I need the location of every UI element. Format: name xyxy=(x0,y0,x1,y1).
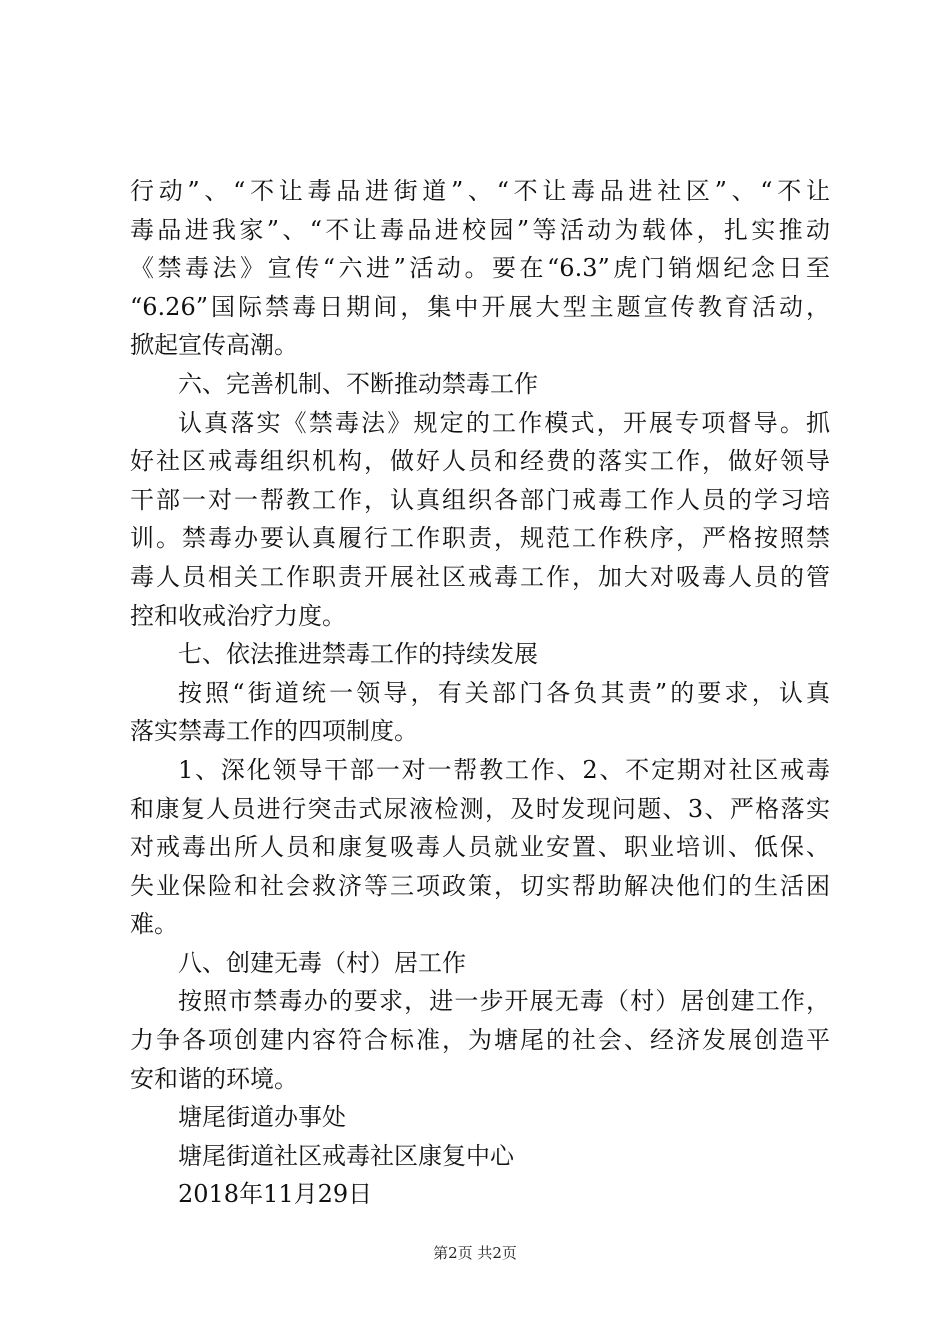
text-line: 七、依法推进禁毒工作的持续发展 xyxy=(178,640,538,669)
text-line: 六、完善机制、不断推动禁毒工作 xyxy=(178,369,538,398)
text-line: 力争各项创建内容符合标准，为塘尾的社会、经济发展创造平 xyxy=(130,1026,830,1055)
text-line: 控和收戒治疗力度。 xyxy=(130,601,346,630)
text-line: 对戒毒出所人员和康复吸毒人员就业安置、职业培训、低保、 xyxy=(130,833,830,862)
text-line: 八、创建无毒（村）居工作 xyxy=(178,948,466,977)
document-body xyxy=(130,172,830,1214)
text-line: 掀起宣传高潮。 xyxy=(130,331,298,360)
text-line: 按照“街道统一领导，有关部门各负其责”的要求，认真 xyxy=(178,678,830,707)
text-line: 毒品进我家”、“不让毒品进校园”等活动为载体，扎实推动 xyxy=(130,215,830,244)
page-footer: 第2页 共2页 xyxy=(433,1244,517,1262)
text-line: 塘尾街道办事处 xyxy=(178,1103,346,1132)
text-line: 《禁毒法》宣传“六进”活动。要在“6.3”虎门销烟纪念日至 xyxy=(130,254,830,283)
text-line: 和康复人员进行突击式尿液检测，及时发现问题、3、严格落实 xyxy=(130,794,830,823)
text-line: 1、深化领导干部一对一帮教工作、2、不定期对社区戒毒 xyxy=(178,755,830,784)
text-line: 落实禁毒工作的四项制度。 xyxy=(130,717,418,746)
text-line: 难。 xyxy=(130,910,178,939)
text-line: “6.26”国际禁毒日期间，集中开展大型主题宣传教育活动， xyxy=(130,292,830,321)
text-line: 毒人员相关工作职责开展社区戒毒工作，加大对吸毒人员的管 xyxy=(130,562,830,591)
text-line: 干部一对一帮教工作，认真组织各部门戒毒工作人员的学习培 xyxy=(130,485,830,514)
text-line: 2018年11月29日 xyxy=(178,1180,373,1209)
text-line: 安和谐的环境。 xyxy=(130,1064,298,1093)
text-line: 失业保险和社会救济等三项政策，切实帮助解决他们的生活困 xyxy=(130,871,830,900)
text-line: 认真落实《禁毒法》规定的工作模式，开展专项督导。抓 xyxy=(178,408,830,437)
text-line: 好社区戒毒组织机构，做好人员和经费的落实工作，做好领导 xyxy=(130,447,830,476)
text-line: 训。禁毒办要认真履行工作职责，规范工作秩序，严格按照禁 xyxy=(130,524,830,553)
text-line: 按照市禁毒办的要求，进一步开展无毒（村）居创建工作， xyxy=(178,987,830,1016)
text-line: 塘尾街道社区戒毒社区康复中心 xyxy=(178,1141,514,1170)
text-line: 行动”、“不让毒品进街道”、“不让毒品进社区”、“不让 xyxy=(130,177,830,205)
